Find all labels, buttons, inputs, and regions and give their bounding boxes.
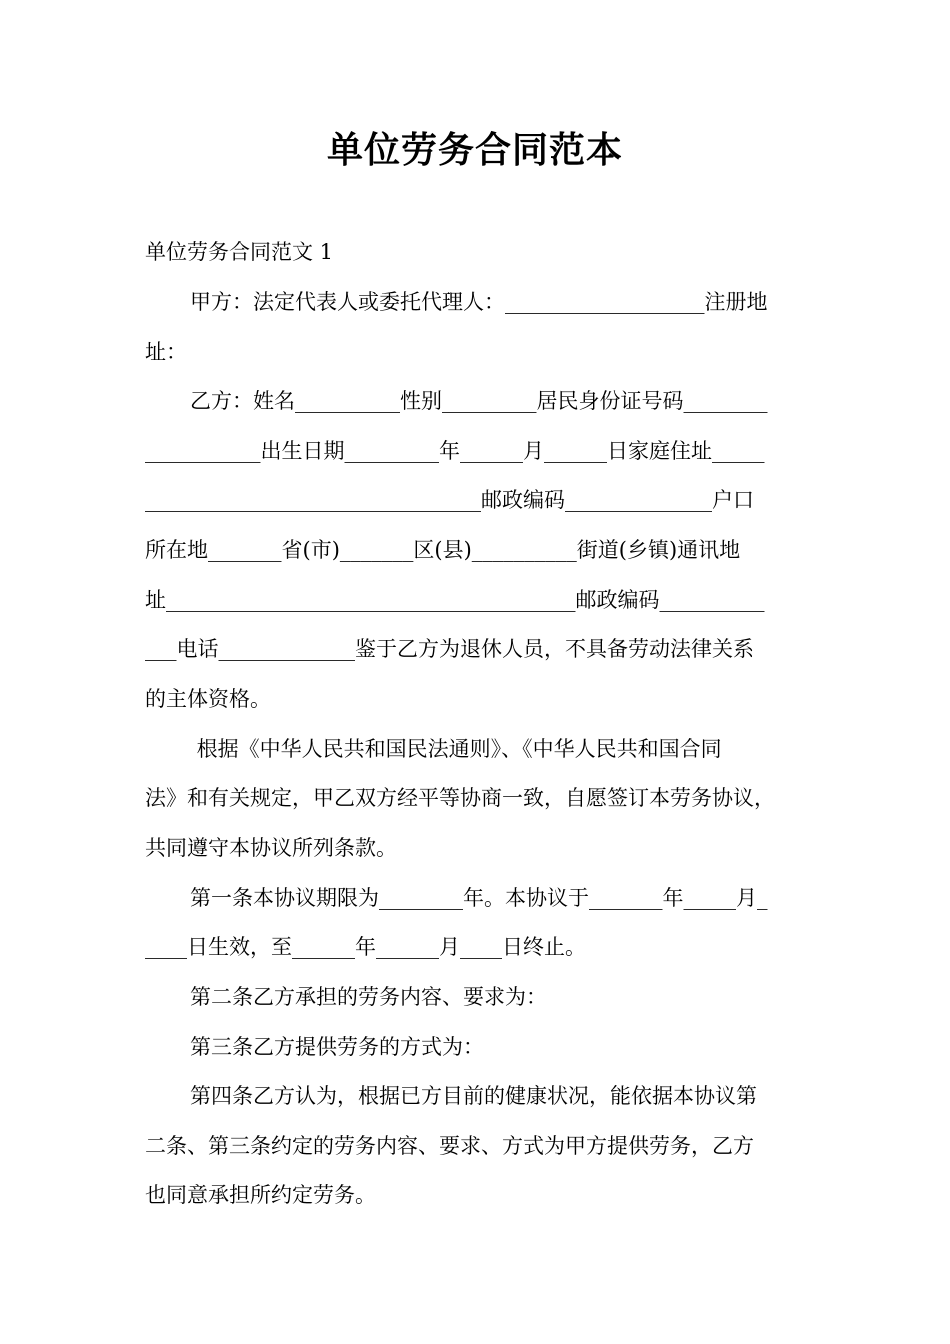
paragraph-line: 乙方：姓名__________性别_________居民身份证号码________ [190,389,768,413]
paragraph-line: 共同遵守本协议所列条款。 [145,836,397,860]
paragraph-line: ___电话_____________鉴于乙方为退休人员，不具备劳动法律关系 [145,637,754,661]
paragraph-line: 址： [145,340,187,364]
paragraph-line: 根据《中华人民共和国民法通则》、《中华人民共和国合同 [190,737,722,761]
paragraph-line: 所在地_______省(市)_______区(县)__________街道(乡镇)通讯地 [145,538,741,562]
paragraph-line: 第二条乙方承担的劳务内容、要求为： [190,985,547,1009]
paragraph-line: 甲方：法定代表人或委托代理人：___________________注册地 [190,290,768,314]
paragraph-line: 第三条乙方提供劳务的方式为： [190,1035,484,1059]
paragraph-line: 第一条本协议期限为________年。本协议于_______年_____月_ [190,886,768,910]
paragraph-line: 第四条乙方认为，根据已方目前的健康状况，能依据本协议第 [190,1084,757,1108]
paragraph-line: ________________________________邮政编码______________户口 [145,488,754,512]
paragraph-line: 二条、第三条约定的劳务内容、要求、方式为甲方提供劳务，乙方 [145,1134,754,1158]
paragraph-line: 的主体资格。 [145,687,271,711]
section-heading: 单位劳务合同范文 1 [145,240,334,264]
document-title: 单位劳务合同范本 [326,130,623,171]
paragraph-line: 法》和有关规定，甲乙双方经平等协商一致，自愿签订本劳务协议， [145,786,775,810]
paragraph-line: ____日生效，至______年______月____日终止。 [145,935,586,959]
paragraph-line: 址_______________________________________邮政编码__________ [145,588,765,612]
paragraph-line: 也同意承担所约定劳务。 [145,1183,376,1207]
paragraph-line: ___________出生日期_________年______月______日家庭住址_____ [145,439,765,463]
